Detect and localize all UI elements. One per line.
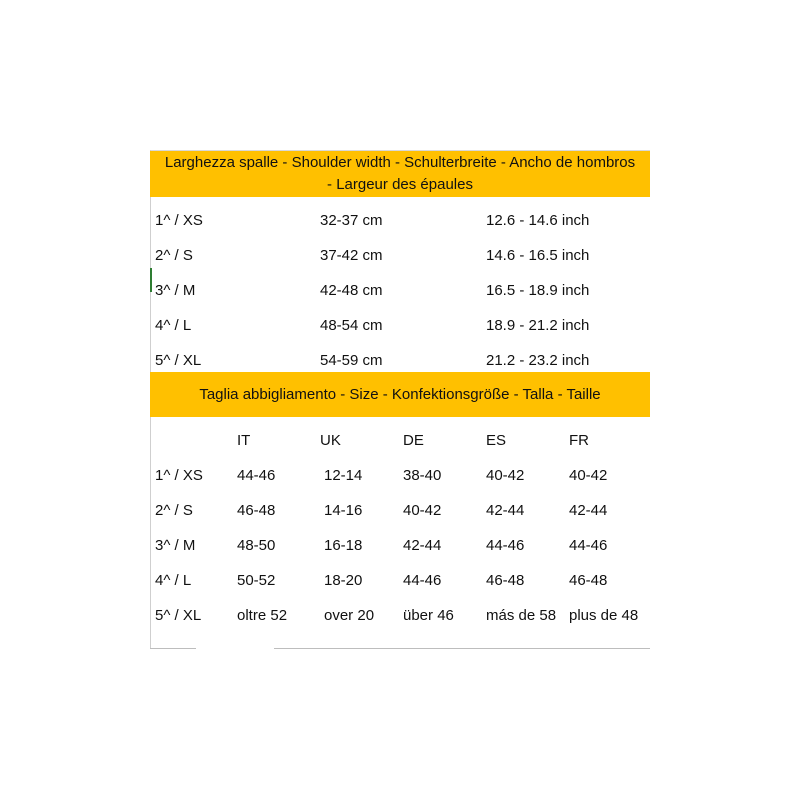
shoulder-inch-value: 12.6 - 14.6 inch	[486, 212, 590, 229]
column-header-fr: FR	[569, 432, 589, 449]
clothing-value-uk: 12-14	[324, 467, 363, 484]
column-header-uk: UK	[320, 432, 341, 449]
column-header-de: DE	[403, 432, 424, 449]
clothing-size-banner	[150, 372, 650, 417]
clothing-title: Taglia abbigliamento - Size - Konfektionsgröße - Talla - Taille	[199, 386, 601, 403]
clothing-value-uk: over 20	[324, 607, 375, 624]
clothing-value-de: 44-46	[403, 572, 442, 589]
clothing-value-de: 42-44	[403, 537, 442, 554]
clothing-value-es: 46-48	[486, 572, 525, 589]
shoulder-title-line2: - Largeur des épaules	[327, 176, 473, 193]
shoulder-cm-value: 48-54 cm	[320, 317, 383, 334]
shoulder-size-label: 5^ / XL	[155, 352, 202, 369]
clothing-value-es: 42-44	[486, 502, 525, 519]
shoulder-size-label: 2^ / S	[155, 247, 193, 264]
shoulder-title-line1: Larghezza spalle - Shoulder width - Schulterbreite - Ancho de hombros	[164, 154, 636, 171]
shoulder-cm-value: 54-59 cm	[320, 352, 383, 369]
clothing-value-es: más de 58	[486, 607, 557, 624]
shoulder-cm-value: 37-42 cm	[320, 247, 383, 264]
shoulder-size-label: 4^ / L	[155, 317, 192, 334]
clothing-value-de: über 46	[403, 607, 454, 624]
shoulder-inch-value: 14.6 - 16.5 inch	[486, 247, 590, 264]
clothing-value-fr: 40-42	[569, 467, 608, 484]
clothing-value-es: 40-42	[486, 467, 525, 484]
clothing-size-label: 2^ / S	[155, 502, 193, 519]
column-header-es: ES	[486, 432, 507, 449]
clothing-value-it: oltre 52	[237, 607, 288, 624]
clothing-size-label: 5^ / XL	[155, 607, 202, 624]
clothing-value-it: 44-46	[237, 467, 276, 484]
clothing-value-it: 46-48	[237, 502, 276, 519]
clothing-value-it: 50-52	[237, 572, 276, 589]
clothing-value-it: 48-50	[237, 537, 276, 554]
shoulder-width-banner	[150, 151, 650, 197]
shoulder-size-label: 1^ / XS	[155, 212, 203, 229]
clothing-value-de: 40-42	[403, 502, 442, 519]
clothing-size-label: 3^ / M	[155, 537, 196, 554]
shoulder-cm-value: 32-37 cm	[320, 212, 383, 229]
shoulder-cm-value: 42-48 cm	[320, 282, 383, 299]
clothing-value-uk: 14-16	[324, 502, 363, 519]
shoulder-inch-value: 16.5 - 18.9 inch	[486, 282, 590, 299]
shoulder-inch-value: 21.2 - 23.2 inch	[486, 352, 590, 369]
cell-selection-marker	[150, 268, 152, 292]
sheet-bottom-border-left	[150, 648, 196, 649]
clothing-value-es: 44-46	[486, 537, 525, 554]
clothing-value-de: 38-40	[403, 467, 442, 484]
clothing-value-fr: plus de 48	[569, 607, 639, 624]
shoulder-size-label: 3^ / M	[155, 282, 196, 299]
shoulder-inch-value: 18.9 - 21.2 inch	[486, 317, 590, 334]
clothing-size-label: 4^ / L	[155, 572, 192, 589]
clothing-value-uk: 16-18	[324, 537, 363, 554]
clothing-size-label: 1^ / XS	[155, 467, 203, 484]
sheet-bottom-border-right	[274, 648, 650, 649]
clothing-value-fr: 46-48	[569, 572, 608, 589]
clothing-value-fr: 42-44	[569, 502, 608, 519]
clothing-value-uk: 18-20	[324, 572, 363, 589]
clothing-value-fr: 44-46	[569, 537, 608, 554]
column-header-it: IT	[237, 432, 251, 449]
